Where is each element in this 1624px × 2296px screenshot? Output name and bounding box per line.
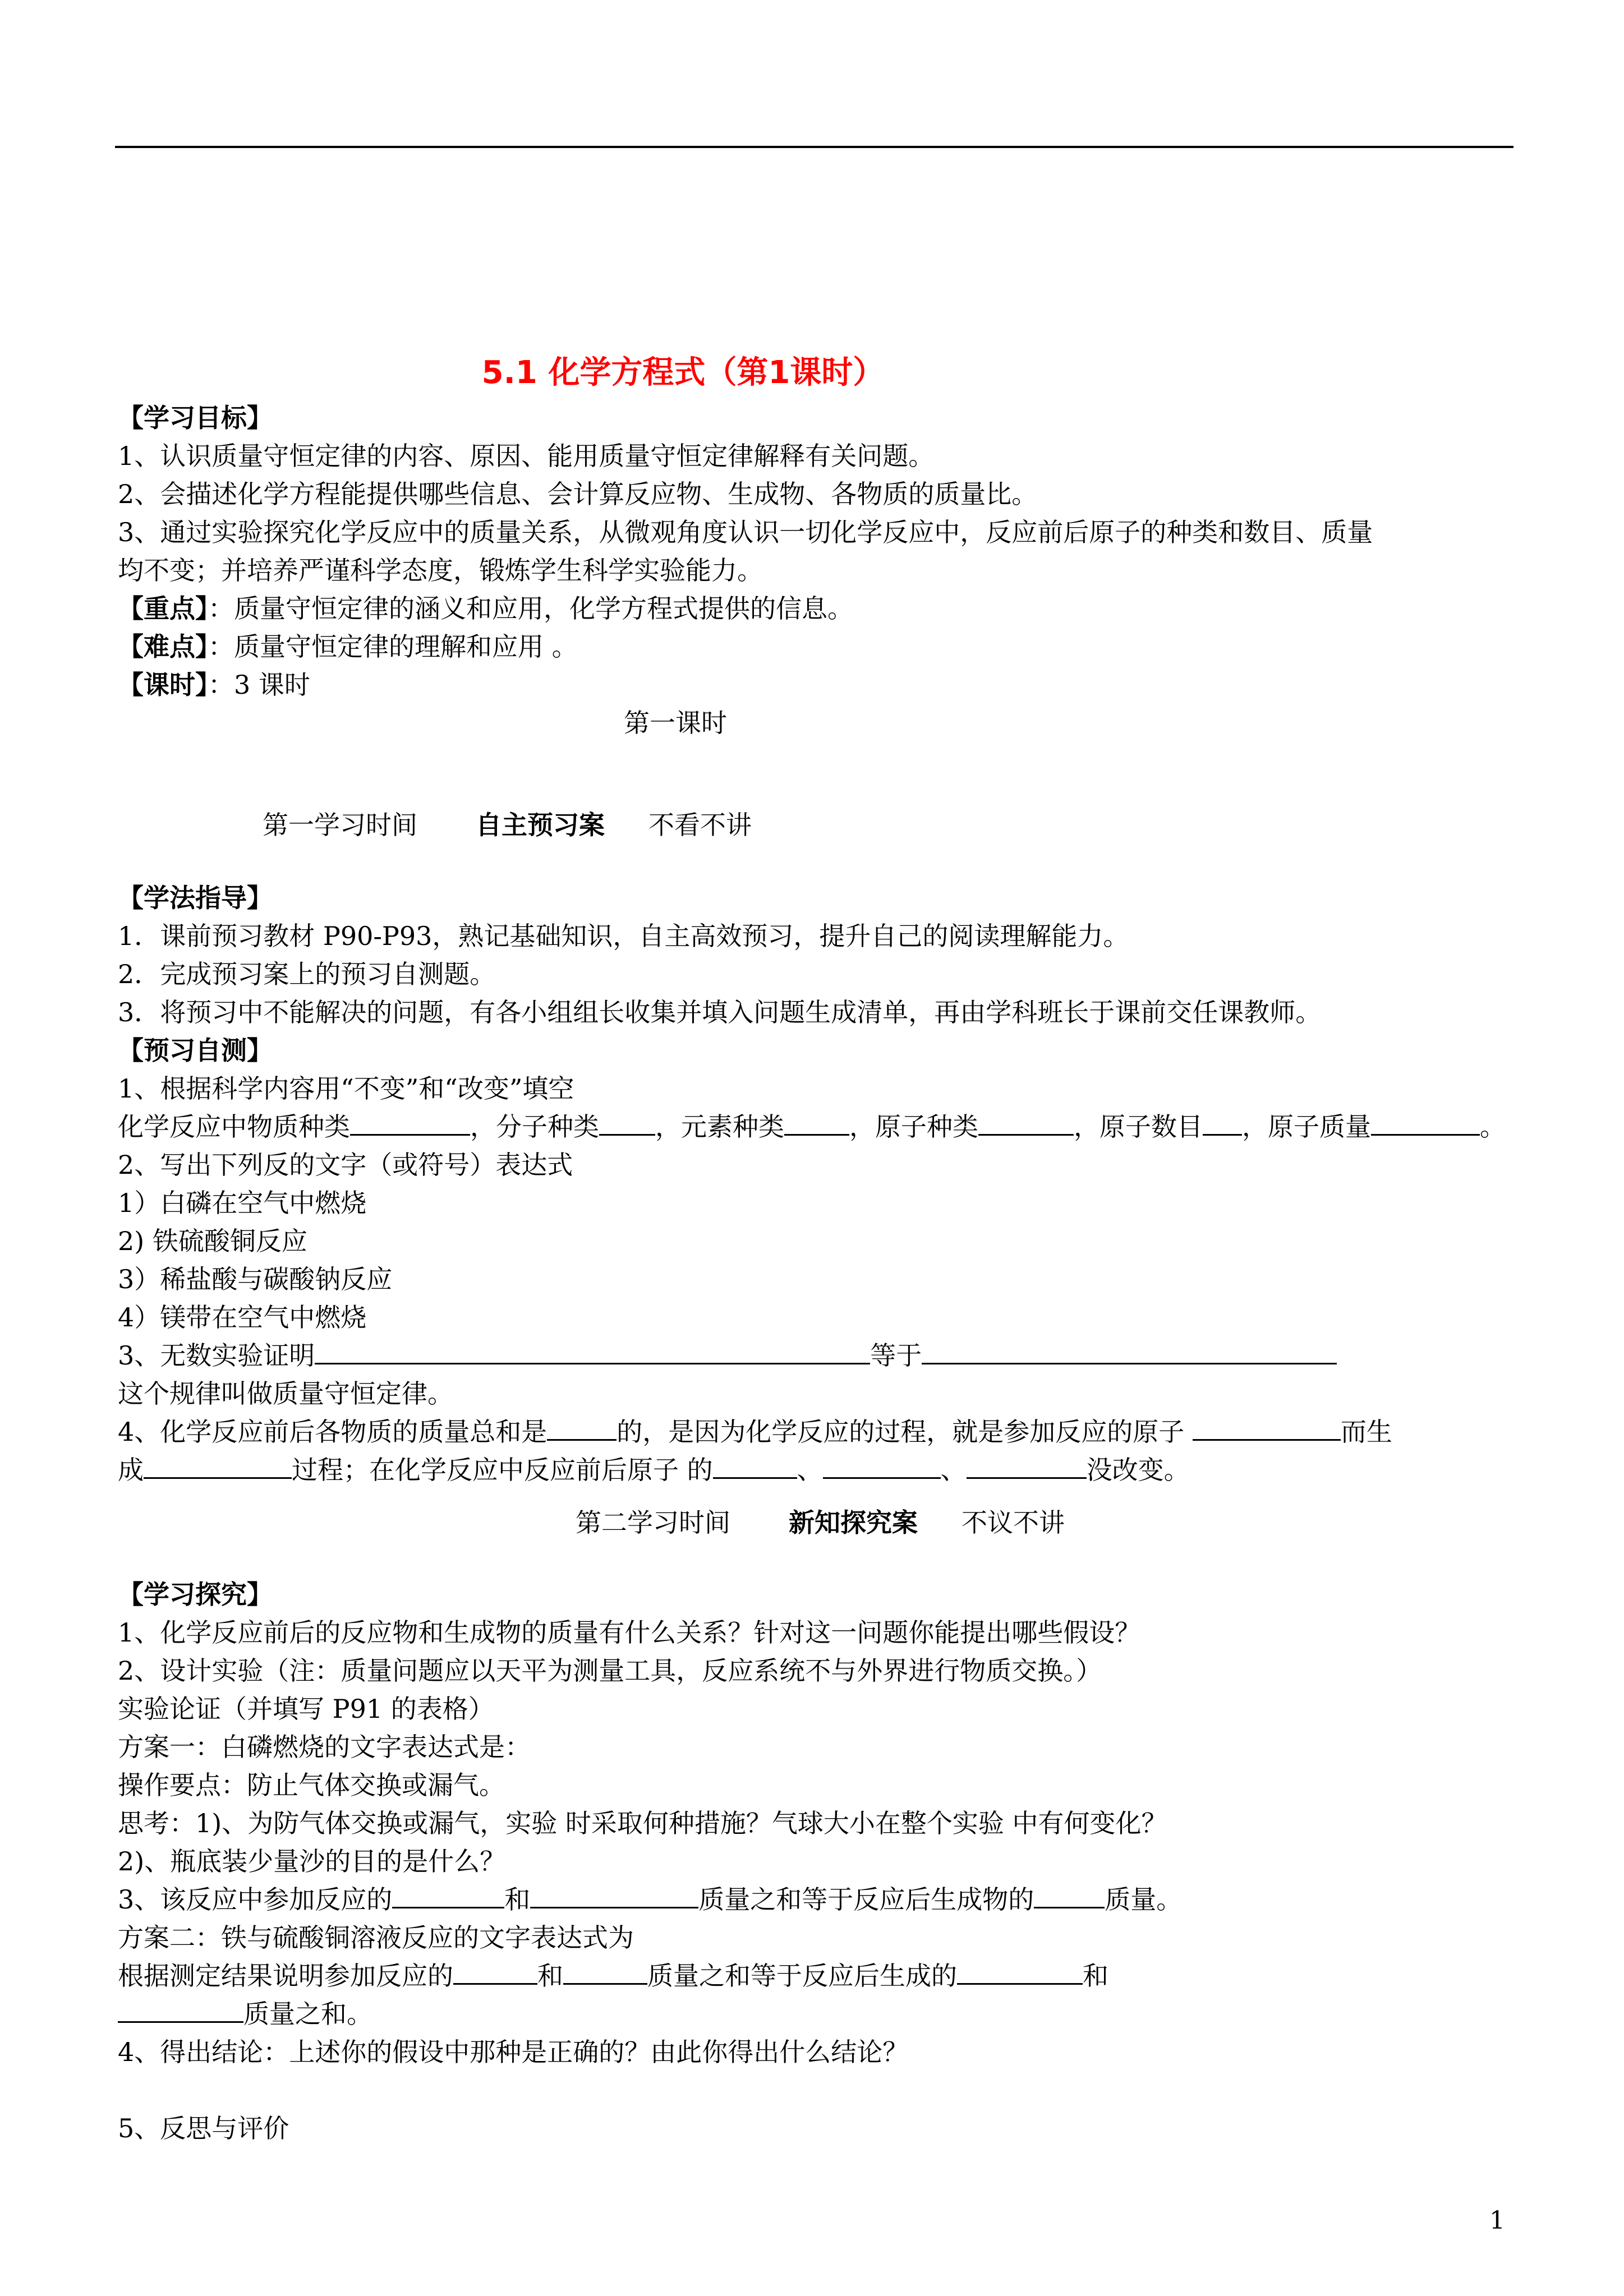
answer-blank[interactable]	[957, 1957, 1083, 1985]
answer-blank[interactable]	[599, 1108, 655, 1136]
fill-text: 质量之和等于反应后生成物的	[698, 1884, 1034, 1915]
objective-item: 1、认识质量守恒定律的内容、原因、能用质量守恒定律解释有关问题。	[118, 441, 935, 471]
fill-text: 成	[118, 1455, 144, 1485]
explore-plan2: 方案二：铁与硫酸铜溶液反应的文字表达式为	[118, 1922, 634, 1953]
study-guide-item: 1．课前预习教材 P90-P93，熟记基础知识，自主高效预习，提升自己的阅读理解能力。	[118, 921, 1129, 951]
answer-blank[interactable]	[1193, 1413, 1341, 1441]
difficulty	[118, 628, 578, 665]
answer-blank[interactable]	[713, 1451, 797, 1479]
period2-motto: 不议不讲	[961, 1507, 1065, 1538]
answer-blank[interactable]	[392, 1881, 504, 1908]
self-test-q1: 1、根据科学内容用“不变”和“改变”填空	[118, 1073, 574, 1104]
explore-q2: 2、设计实验（注：质量问题应以天平为测量工具，反应系统不与外界进行物质交换。）	[118, 1656, 1102, 1686]
fill-text: 4、化学反应前后各物质的质量总和是	[118, 1417, 548, 1447]
explore-result	[118, 1957, 1108, 1994]
explore-q1: 1、化学反应前后的反应物和生成物的质量有什么关系？针对这一问题你能提出哪些假设？	[118, 1617, 1141, 1648]
objective-item: 均不变；并培养严谨科学态度，锻炼学生科学实验能力。	[118, 555, 763, 585]
self-test-q4-cont	[118, 1451, 1190, 1488]
period1-motto: 不看不讲	[648, 810, 752, 840]
fill-text: 的，是因为化学反应的过程，就是参加反应的原子	[617, 1417, 1193, 1447]
explore-ops: 操作要点：防止气体交换或漏气。	[118, 1770, 505, 1800]
self-test-q2-item: 3）稀盐酸与碳酸钠反应	[118, 1264, 393, 1294]
fill-text: 过程；在化学反应中反应前后原子 的	[292, 1455, 713, 1485]
explore-think2: 2)、瓶底装少量沙的目的是什么？	[118, 1846, 506, 1877]
fill-text: 化学反应中物质种类	[118, 1112, 350, 1142]
fill-text: 没改变。	[1086, 1455, 1190, 1485]
fill-text: 质量。	[1105, 1884, 1183, 1915]
self-test-q4	[118, 1413, 1392, 1450]
lesson-label: 第一课时	[624, 708, 727, 738]
self-test-q2: 2、写出下列反的文字（或符号）表达式	[118, 1150, 573, 1180]
header-rule	[115, 146, 1513, 148]
period2-name: 新知探究案	[789, 1507, 918, 1538]
explore-plan1: 方案一：白磷燃烧的文字表达式是：	[118, 1732, 531, 1762]
difficulty-label: 【难点】	[118, 631, 208, 662]
fill-text: 和	[537, 1961, 563, 1991]
study-guide-item: 2．完成预习案上的预习自测题。	[118, 959, 496, 989]
fill-text: ，原子质量	[1242, 1112, 1371, 1142]
fill-text: 和	[504, 1884, 531, 1915]
fill-text: 等于	[870, 1340, 922, 1371]
fill-text: 3、该反应中参加反应的	[118, 1884, 393, 1915]
fill-text: 质量之和。	[243, 1999, 372, 2029]
difficulty-text: ：质量守恒定律的理解和应用 。	[208, 631, 578, 662]
answer-blank[interactable]	[922, 1337, 1337, 1364]
answer-blank[interactable]	[1371, 1108, 1480, 1136]
fill-text: ，原子数目	[1074, 1112, 1203, 1142]
fill-text: ，原子种类	[849, 1112, 978, 1142]
key-point-text: ：质量守恒定律的涵义和应用，化学方程式提供的信息。	[208, 593, 853, 624]
explore-heading: 【学习探究】	[118, 1579, 273, 1610]
self-test-q2-item: 2) 铁硫酸铜反应	[118, 1226, 307, 1256]
self-test-q1-fill	[118, 1108, 1506, 1145]
fill-text: 质量之和等于反应后生成的	[647, 1961, 957, 1991]
study-guide-heading: 【学法指导】	[118, 883, 273, 913]
objective-item: 2、会描述化学方程能提供哪些信息、会计算反应物、生成物、各物质的质量比。	[118, 479, 1038, 509]
explore-think1: 思考：1)、为防气体交换或漏气，实验 时采取何种措施？气球大小在整个实验 中有何变化？	[118, 1808, 1167, 1838]
answer-blank[interactable]	[563, 1957, 647, 1985]
answer-blank[interactable]	[530, 1881, 698, 1908]
self-test-q2-item: 4）镁带在空气中燃烧	[118, 1302, 367, 1333]
explore-proof: 实验论证（并填写 P91 的表格）	[118, 1694, 494, 1724]
page-title: 5.1 化学方程式（第1课时）	[481, 354, 885, 391]
answer-blank[interactable]	[144, 1451, 292, 1479]
self-test-heading: 【预习自测】	[118, 1035, 273, 1066]
period1-heading	[263, 806, 752, 843]
explore-q5: 5、反思与评价	[118, 2113, 289, 2143]
fill-text: 和	[1083, 1961, 1108, 1991]
fill-text: 而生	[1340, 1417, 1392, 1447]
self-test-q3	[118, 1337, 1337, 1374]
self-test-q2-item: 1）白磷在空气中燃烧	[118, 1188, 367, 1218]
answer-blank[interactable]	[1203, 1108, 1242, 1136]
hours-label: 【课时】	[118, 670, 208, 700]
hours-text: ：3 课时	[208, 670, 310, 700]
period1-time: 第一学习时间	[263, 810, 417, 840]
period2-heading	[576, 1504, 1065, 1541]
fill-text: 3、无数实验证明	[118, 1340, 315, 1371]
fill-text: ，元素种类	[655, 1112, 784, 1142]
page-number: 1	[1489, 2206, 1505, 2235]
period2-time: 第二学习时间	[576, 1507, 730, 1538]
fill-text: 、	[797, 1455, 823, 1485]
answer-blank[interactable]	[453, 1957, 537, 1985]
fill-text: 根据测定结果说明参加反应的	[118, 1961, 453, 1991]
key-point	[118, 590, 853, 627]
explore-q4: 4、得出结论：上述你的假设中那种是正确的？由此你得出什么结论？	[118, 2037, 909, 2067]
answer-blank[interactable]	[784, 1108, 849, 1136]
answer-blank[interactable]	[978, 1108, 1074, 1136]
objective-item: 3、通过实验探究化学反应中的质量关系，从微观角度认识一切化学反应中，反应前后原子的种类和数目、质量	[118, 517, 1373, 547]
objectives-heading: 【学习目标】	[118, 403, 273, 433]
answer-blank[interactable]	[823, 1451, 941, 1479]
self-test-q3-note: 这个规律叫做质量守恒定律。	[118, 1378, 453, 1409]
answer-blank[interactable]	[315, 1337, 870, 1364]
class-hours	[118, 666, 310, 703]
fill-text: 、	[940, 1455, 967, 1485]
answer-blank[interactable]	[1034, 1881, 1105, 1908]
fill-text: ，分子种类	[470, 1112, 599, 1142]
key-point-label: 【重点】	[118, 593, 208, 624]
explore-result-cont	[118, 1995, 372, 2032]
period1-name: 自主预习案	[476, 810, 605, 840]
answer-blank[interactable]	[350, 1108, 470, 1136]
answer-blank[interactable]	[967, 1451, 1087, 1479]
fill-text: 。	[1480, 1112, 1506, 1142]
answer-blank[interactable]	[118, 1995, 243, 2023]
answer-blank[interactable]	[547, 1413, 617, 1441]
explore-q3	[118, 1881, 1182, 1918]
study-guide-item: 3．将预习中不能解决的问题，有各小组组长收集并填入问题生成清单，再由学科班长于课前交任课教师。	[118, 997, 1322, 1027]
